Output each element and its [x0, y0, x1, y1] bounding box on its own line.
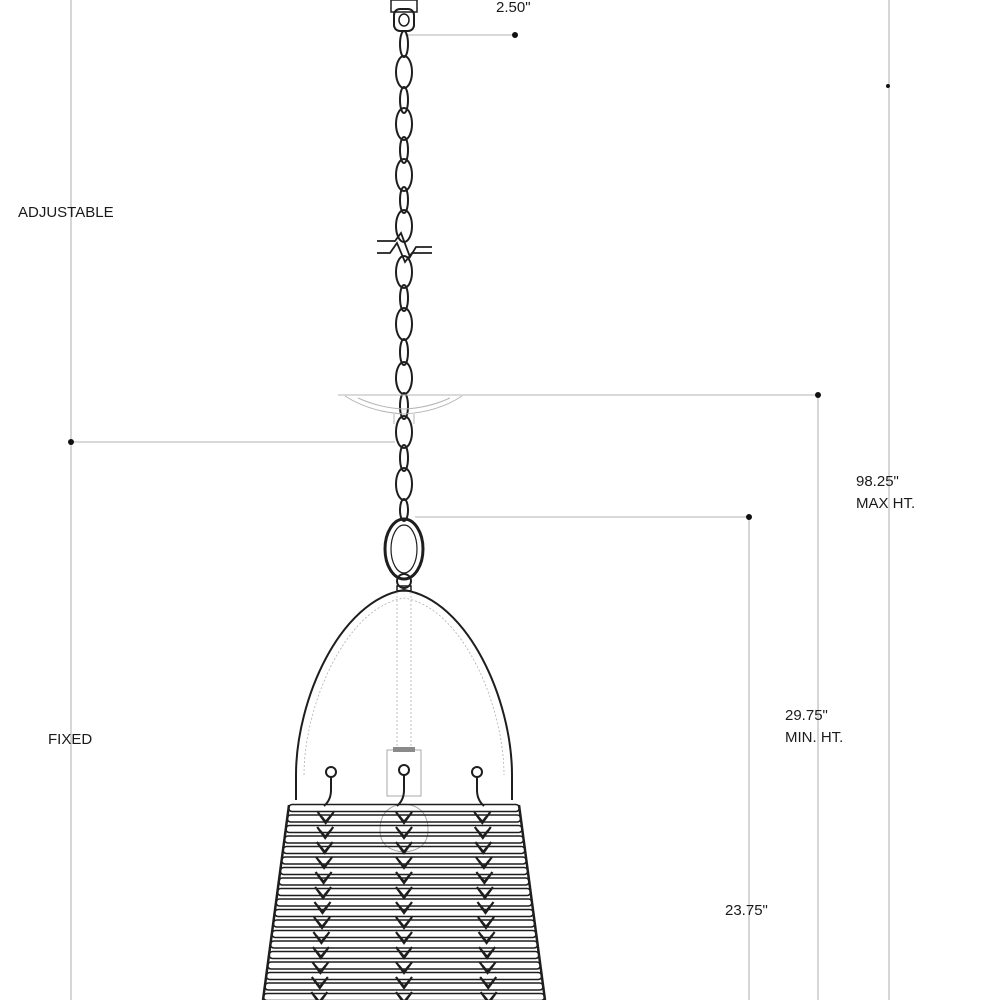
min-height-value: 29.75" — [785, 707, 828, 724]
chain-lower — [396, 256, 412, 521]
top-right-endpoint — [886, 84, 890, 88]
chain-upper — [396, 31, 412, 242]
shackle-level-endpoint — [746, 514, 752, 520]
fixed-label: FIXED — [48, 731, 93, 748]
dimension-labels — [18, 0, 915, 919]
adjustable-label: ADJUSTABLE — [18, 204, 114, 221]
canopy-width-label: 2.50" — [496, 0, 531, 16]
slat — [268, 962, 541, 969]
slat — [263, 994, 544, 1000]
slat — [272, 931, 536, 938]
body-height-value: 23.75" — [725, 902, 768, 919]
dimension-lines — [68, 0, 890, 1000]
divider-endpoint — [68, 439, 74, 445]
chain-break-symbol — [377, 233, 432, 262]
min-height-caption: MIN. HT. — [785, 729, 844, 746]
shackle-loop — [385, 519, 423, 591]
slat — [289, 805, 520, 812]
shade-hooks — [324, 765, 484, 806]
slat — [277, 889, 530, 896]
ceiling-hook — [391, 0, 417, 31]
max-height-caption: MAX HT. — [856, 495, 916, 512]
max-height-value: 98.25" — [856, 473, 899, 490]
canopy-level-endpoint — [815, 392, 821, 398]
canopy-width-endpoint — [512, 32, 518, 38]
